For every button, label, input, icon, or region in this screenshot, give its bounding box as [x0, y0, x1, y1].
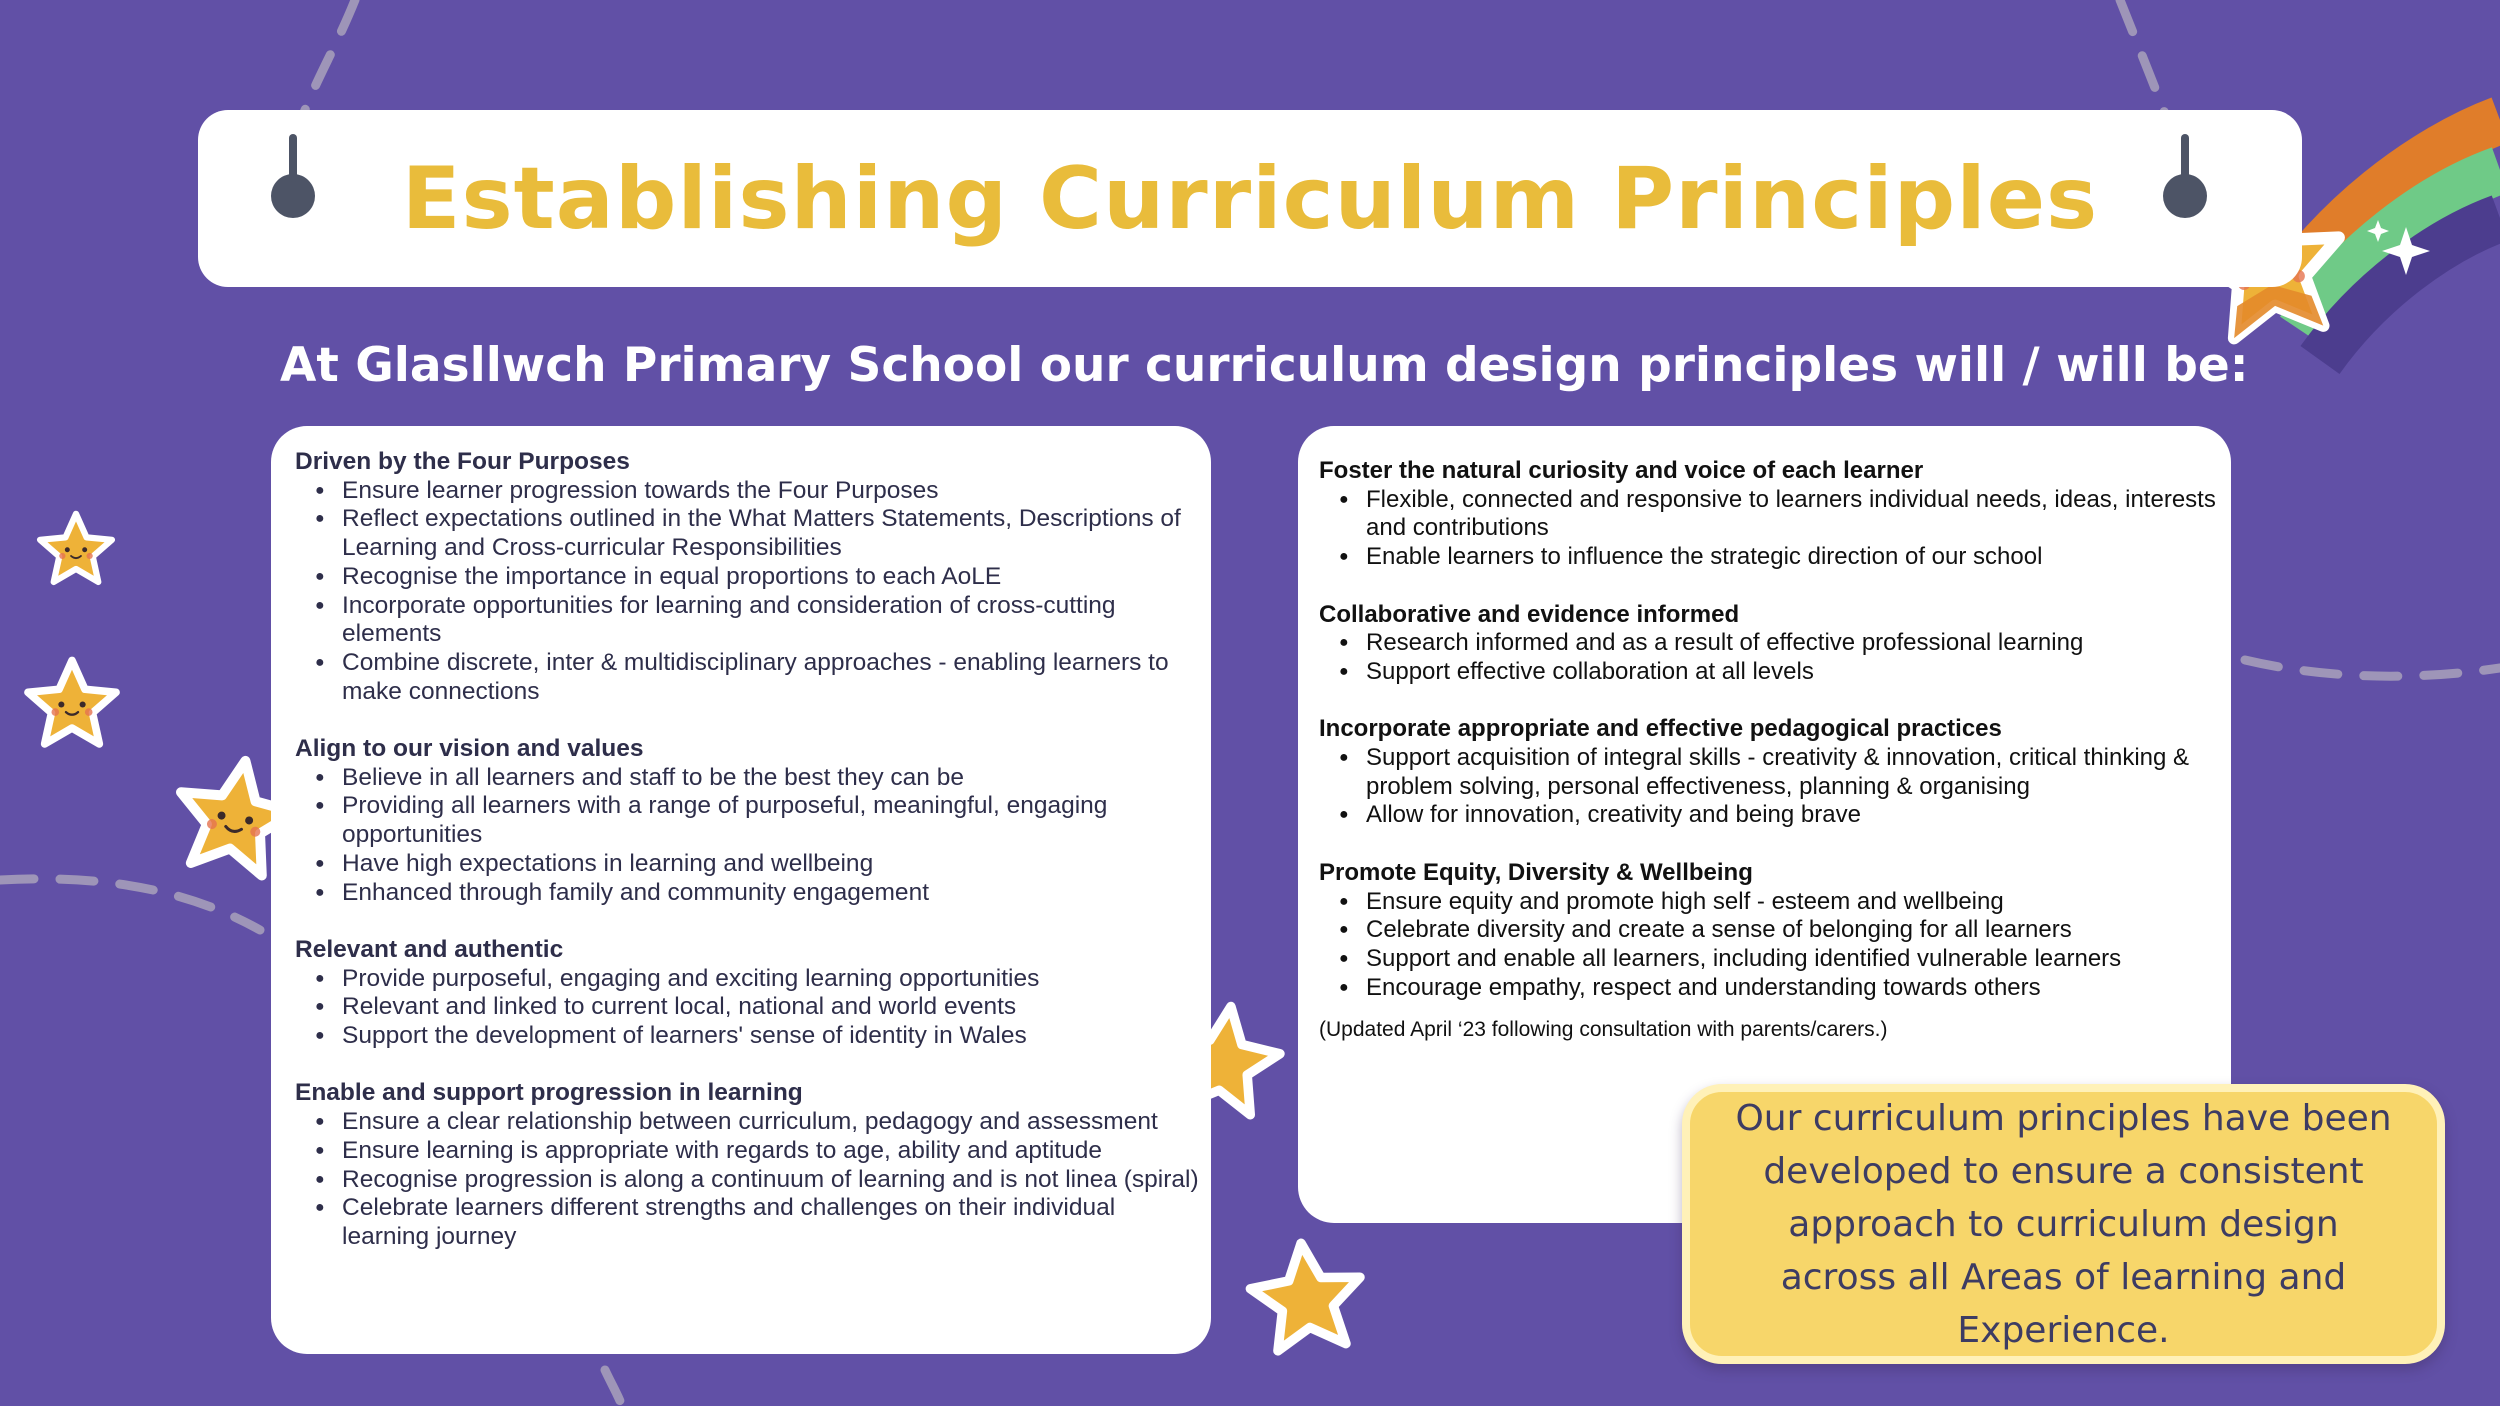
- principle-section: [295, 448, 1200, 706]
- list-item: ● Enable learners to influence the strategic direction of our school: [1366, 543, 2224, 572]
- section-heading: Collaborative and evidence informed: [1319, 600, 1740, 628]
- principle-section: [1319, 715, 2224, 830]
- list-item: ● Reflect expectations outlined in the What Matters Statements, Descriptions of Learning and Cross-curricular Responsibilities: [342, 505, 1200, 562]
- section-heading: Driven by the Four Purposes: [295, 448, 630, 475]
- list-item: ● Ensure learner progression towards the Four Purposes: [342, 477, 1200, 506]
- list-item: ● Recognise the importance in equal proportions to each AoLE: [342, 563, 1200, 592]
- list-item: ● Ensure learning is appropriate with regards to age, ability and aptitude: [342, 1137, 1200, 1166]
- list-item: ● Have high expectations in learning and wellbeing: [342, 850, 1200, 879]
- star-icon: [1246, 1238, 1367, 1353]
- list-item: ● Research informed and as a result of effective professional learning: [1366, 629, 2224, 658]
- page-title: Establishing Curriculum Principles: [401, 148, 2099, 249]
- list-item: ● Recognise progression is along a continuum of learning and is not linea (spiral): [342, 1166, 1200, 1195]
- right-principles-list: [1319, 457, 2224, 1045]
- principle-section: [1319, 457, 2224, 572]
- list-item: ● Provide purposeful, engaging and exciting learning opportunities: [342, 965, 1200, 994]
- list-item: ● Enhanced through family and community engagement: [342, 879, 1200, 908]
- dashed-trail-bottom: [605, 1370, 622, 1406]
- callout-text: Our curriculum principles have been developed to ensure a consistent approach to curriculum design across all Areas of learning and Experience.: [1735, 1097, 2392, 1351]
- section-heading: Foster the natural curiosity and voice of each learner: [1319, 457, 1924, 484]
- list-item: ● Incorporate opportunities for learning and consideration of cross-cutting elements: [342, 592, 1200, 649]
- list-item: ● Support acquisition of integral skills - creativity & innovation, critical thinking & problem solving, personal effectiveness, planning & organising: [1366, 744, 2224, 801]
- pin-icon: [2163, 174, 2207, 218]
- list-item: ● Allow for innovation, creativity and being brave: [1366, 801, 2224, 830]
- list-item: ● Celebrate diversity and create a sense of belonging for all learners: [1366, 916, 2224, 945]
- summary-callout: [1682, 1084, 2445, 1364]
- left-principles-list: [295, 448, 1200, 1280]
- section-heading: Enable and support progression in learning: [295, 1079, 803, 1107]
- list-item: ● Support effective collaboration at all levels: [1366, 658, 2224, 687]
- principle-section: [1319, 601, 2224, 687]
- section-heading: Align to our vision and values: [295, 735, 644, 763]
- principle-section: [1319, 859, 2224, 1003]
- list-item: ● Combine discrete, inter & multidisciplinary approaches - enabling learners to make connections: [342, 649, 1200, 706]
- section-heading: Relevant and authentic: [295, 935, 564, 963]
- list-item: ● Celebrate learners different strengths and challenges on their individual learning journey: [342, 1194, 1200, 1251]
- list-item: ● Believe in all learners and staff to be the best they can be: [342, 764, 1200, 793]
- principle-section: [295, 735, 1200, 907]
- update-note: (Updated April ‘23 following consultation with parents/carers.): [1319, 1018, 1888, 1042]
- title-banner: [198, 110, 2302, 287]
- pin-icon: [271, 174, 315, 218]
- subtitle: At Glasllwch Primary School our curriculum design principles will / will be:: [280, 338, 2249, 393]
- list-item: ● Support the development of learners' sense of identity in Wales: [342, 1022, 1200, 1051]
- list-item: ● Providing all learners with a range of purposeful, meaningful, engaging opportunities: [342, 792, 1200, 849]
- section-heading: Promote Equity, Diversity & Wellbeing: [1319, 858, 1753, 886]
- list-item: ● Encourage empathy, respect and understanding towards others: [1366, 974, 2224, 1003]
- dashed-trail-right: [2245, 660, 2500, 676]
- list-item: ● Relevant and linked to current local, national and world events: [342, 993, 1200, 1022]
- section-heading: Incorporate appropriate and effective pedagogical practices: [1319, 715, 2002, 743]
- list-item: ● Ensure equity and promote high self - esteem and wellbeing: [1366, 888, 2224, 917]
- list-item: ● Flexible, connected and responsive to learners individual needs, ideas, interests and contributions: [1366, 486, 2224, 543]
- star-icon: [28, 660, 116, 744]
- principle-section: [295, 1079, 1200, 1251]
- dashed-trail-left: [0, 879, 260, 930]
- list-item: ● Ensure a clear relationship between curriculum, pedagogy and assessment: [342, 1108, 1200, 1137]
- list-item: ● Support and enable all learners, including identified vulnerable learners: [1366, 945, 2224, 974]
- principle-section: [295, 936, 1200, 1051]
- star-icon: [40, 514, 112, 582]
